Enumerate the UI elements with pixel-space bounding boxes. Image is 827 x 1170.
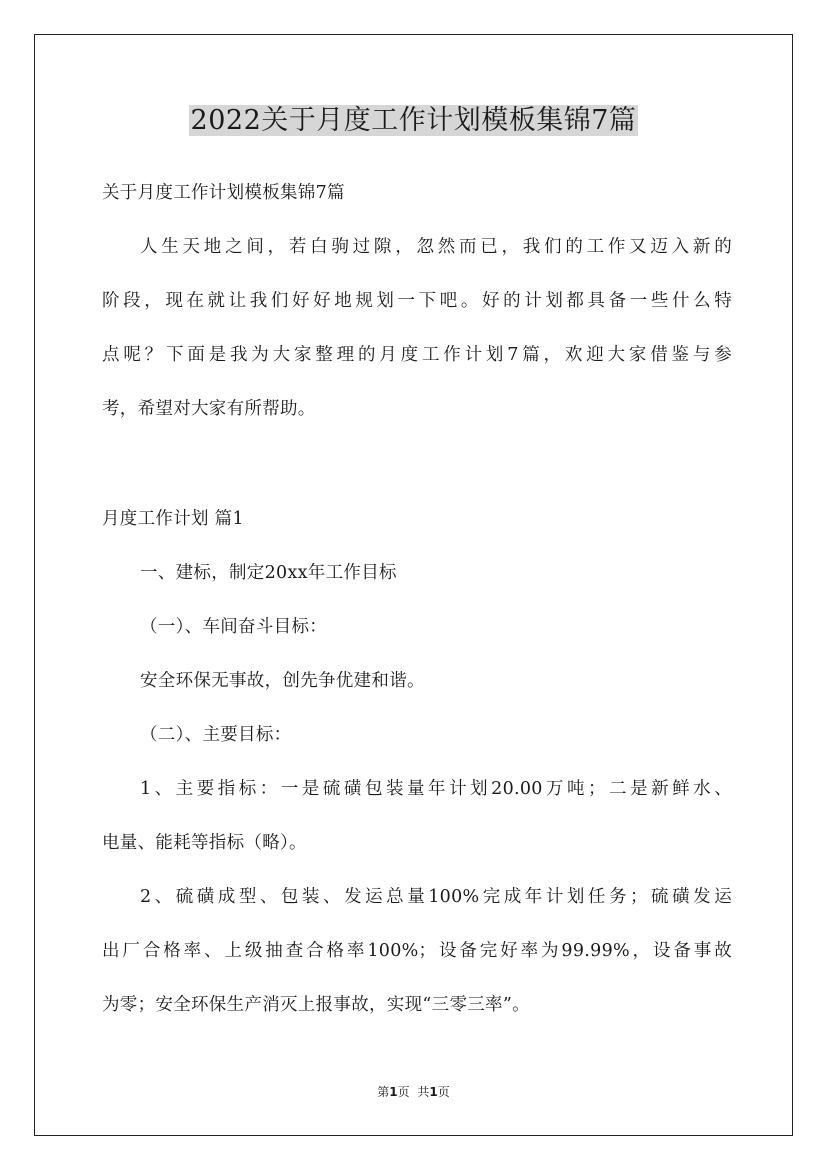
point-1-line-2: 电量、能耗等指标（略）。 [102,833,307,853]
page-footer [0,1084,827,1100]
item-1-1-text: 安全环保无事故，创先争优建和谐。 [140,671,425,691]
point-2-line-3: 为零；安全环保生产消灭上报事故，实现“三零三率”。 [102,995,530,1015]
item-1-heading: 一、建标，制定20xx年工作目标 [140,563,397,583]
footer-total-prefix: 共 [417,1085,430,1099]
intro-line-1: 人生天地之间，若白驹过隙，忽然而已，我们的工作又迈入新的 [140,237,732,257]
intro-line-4: 考，希望对大家有所帮助。 [102,399,316,419]
item-1-1-heading: （一）、车间奋斗目标： [140,617,328,637]
footer-page-number: 1 [389,1085,398,1099]
section-heading: 月度工作计划 篇1 [102,509,244,529]
document-subtitle: 关于月度工作计划模板集锦7篇 [102,183,345,203]
footer-page-label: 页 [397,1085,410,1099]
document-title [0,101,827,141]
intro-line-2: 阶段，现在就让我们好好地规划一下吧。好的计划都具备一些什么特 [102,291,732,311]
point-2-line-1: 2、硫磺成型、包装、发运总量100%完成年计划任务；硫磺发运 [140,887,732,907]
footer-total-pages: 1 [429,1085,438,1099]
document-title-text: 2022关于月度工作计划模板集锦7篇 [190,105,637,136]
item-1-2-heading: （二）、主要目标： [140,725,292,745]
point-2-line-2: 出厂合格率、上级抽查合格率100%；设备完好率为99.99%，设备事故 [102,941,732,961]
footer-total-label: 页 [437,1085,450,1099]
intro-line-3: 点呢？下面是我为大家整理的月度工作计划7篇，欢迎大家借鉴与参 [102,345,732,365]
footer-page-prefix: 第 [377,1085,390,1099]
point-1-line-1: 1、主要指标：一是硫磺包装量年计划20.00万吨；二是新鲜水、 [140,779,732,799]
